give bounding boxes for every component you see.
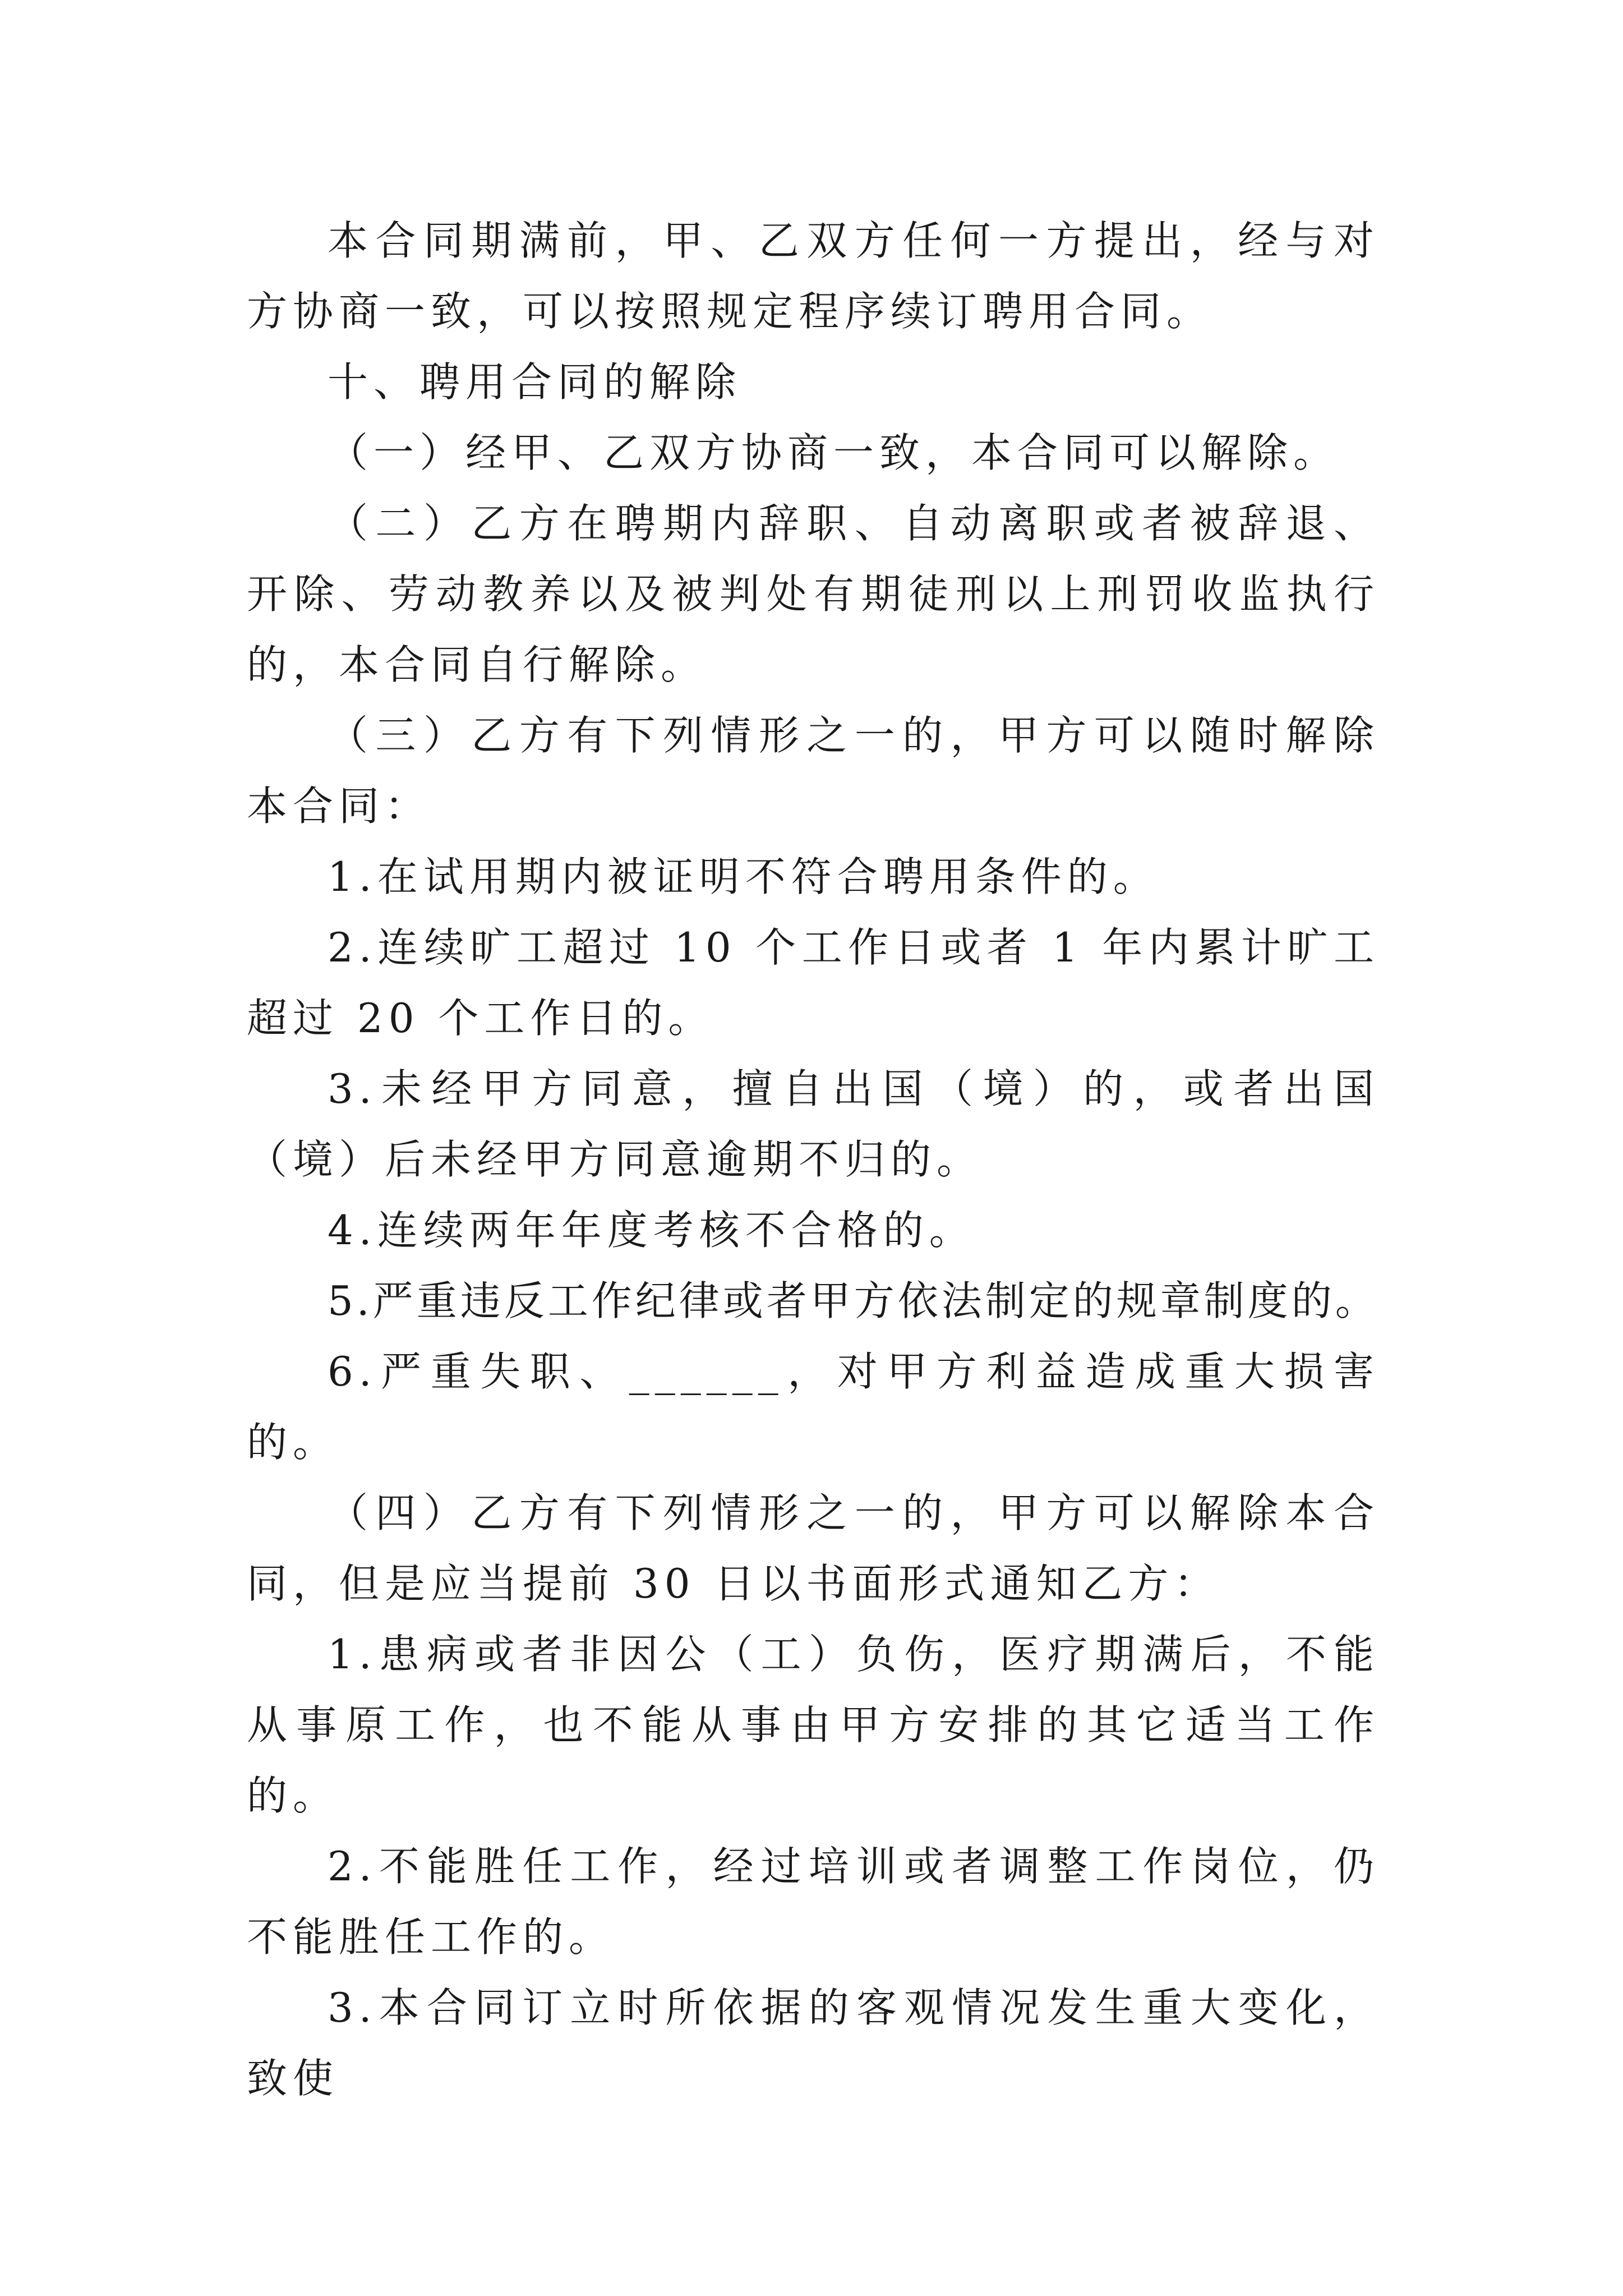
paragraph-renewal: 本合同期满前，甲、乙双方任何一方提出，经与对方协商一致，可以按照规定程序续订聘用合同。 (247, 217, 1380, 335)
clause-1: （一）经甲、乙双方协商一致，本合同可以解除。 (328, 429, 1340, 476)
clause-4-item-2: 2.不能胜任工作，经过培训或者调整工作岗位，仍不能胜任工作的。 (247, 1843, 1380, 1961)
clause-4-item-3: 3.本合同订立时所依据的客观情况发生重大变化，致使 (247, 1984, 1380, 2102)
document-body (247, 205, 1380, 2114)
clause-3-item-4: 4.连续两年年度考核不合格的。 (328, 1207, 975, 1254)
clause-3-item-1: 1.在试用期内被证明不符合聘用条件的。 (328, 853, 1159, 900)
clause-3-item-6: 6.严重失职、______，对甲方利益造成重大损害的。 (247, 1348, 1380, 1466)
clause-2: （二）乙方在聘期内辞职、自动离职或者被辞退、开除、劳动教养以及被判处有期徒刑以上刑罚收监执行的，本合同自行解除。 (247, 500, 1380, 688)
clause-4: （四）乙方有下列情形之一的，甲方可以解除本合同，但是应当提前 30 日以书面形式通知乙方： (247, 1489, 1380, 1607)
clause-4-item-1: 1.患病或者非因公（工）负伤，医疗期满后，不能从事原工作，也不能从事由甲方安排的其它适当工作的。 (247, 1631, 1380, 1819)
section-heading-termination: 十、聘用合同的解除 (328, 358, 742, 406)
clause-3-item-2: 2.连续旷工超过 10 个工作日或者 1 年内累计旷工超过 20 个工作日的。 (247, 924, 1380, 1042)
clause-3: （三）乙方有下列情形之一的，甲方可以随时解除本合同： (247, 712, 1380, 830)
clause-3-item-5: 5.严重违反工作纪律或者甲方依法制定的规章制度的。 (328, 1277, 1379, 1324)
clause-3-item-3: 3.未经甲方同意，擅自出国（境）的，或者出国（境）后未经甲方同意逾期不归的。 (247, 1065, 1380, 1183)
